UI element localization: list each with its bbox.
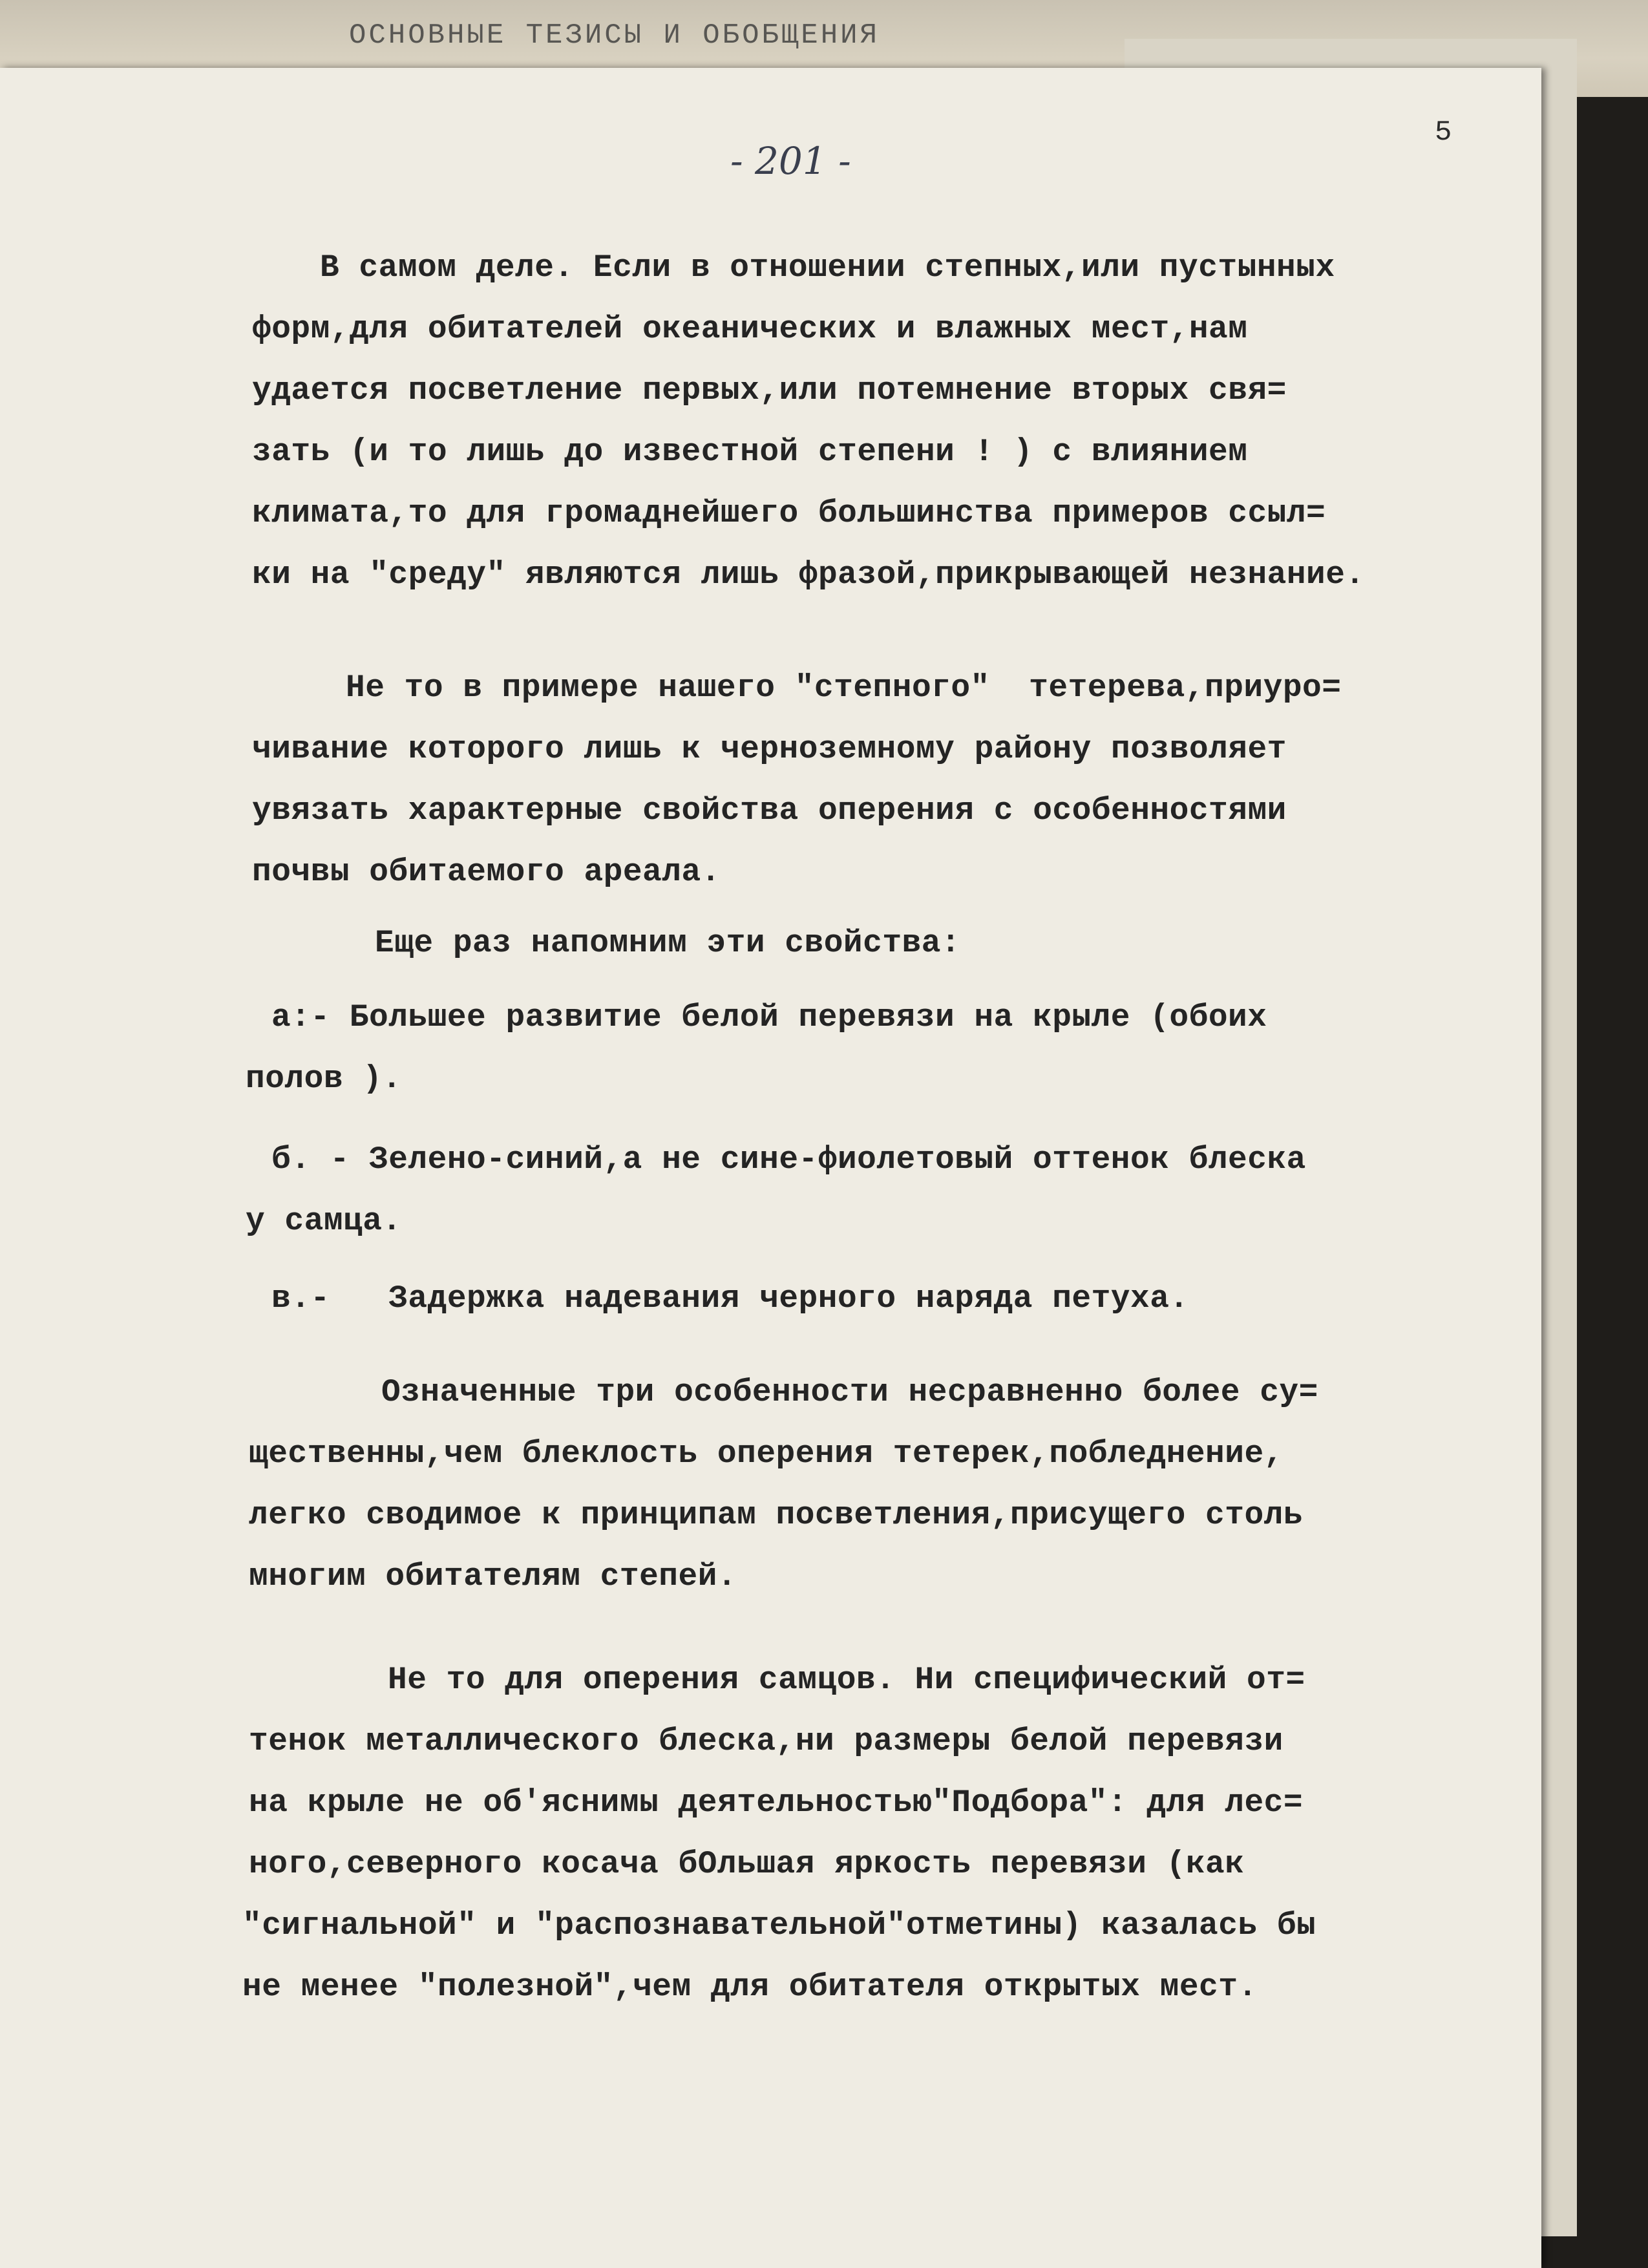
archive-number: - 201 - bbox=[730, 139, 851, 183]
text-line: чивание которого лишь к черноземному району позволяет bbox=[252, 731, 1287, 767]
text-line: у самца. bbox=[246, 1203, 402, 1239]
folder-label: ОСНОВНЫЕ ТЕЗИСЫ И ОБОБЩЕНИЯ bbox=[349, 19, 880, 52]
text-line: Еще раз напомним эти свойства: bbox=[375, 925, 961, 961]
text-line: "сигнальной" и "распознавательной"отметины) казалась бы bbox=[242, 1907, 1316, 1944]
list-item-a: а:- Большее развитие белой перевязи на крыле (обоих bbox=[271, 999, 1267, 1035]
typed-page bbox=[0, 68, 1541, 2268]
text-line: на крыле не об'яснимы деятельностью"Подбора": для лес= bbox=[249, 1785, 1304, 1821]
text-line: климата,то для громаднейшего большинства примеров ссыл= bbox=[252, 495, 1326, 531]
page-number: 5 bbox=[1435, 116, 1452, 149]
text-line: Означенные три особенности несравненно более су= bbox=[381, 1374, 1318, 1410]
text-line: удается посветление первых,или потемнение вторых свя= bbox=[252, 372, 1287, 408]
text-line: ки на "среду" являются лишь фразой,прикрывающей незнание. bbox=[252, 556, 1365, 593]
text-line: многим обитателям степей. bbox=[249, 1558, 737, 1595]
text-line: щественны,чем блеклость оперения тетерек,побледнение, bbox=[249, 1436, 1284, 1472]
text-line: Не то в примере нашего "степного" тетерева,приуро= bbox=[346, 670, 1342, 706]
list-item-v: в.- Задержка надевания черного наряда петуха. bbox=[271, 1280, 1189, 1317]
text-line: не менее "полезной",чем для обитателя открытых мест. bbox=[242, 1969, 1258, 2005]
text-line: увязать характерные свойства оперения с особенностями bbox=[252, 792, 1287, 829]
list-item-b: б. - Зелено-синий,а не сине-фиолетовый оттенок блеска bbox=[271, 1141, 1306, 1178]
text-line: полов ). bbox=[246, 1061, 402, 1097]
text-line: легко сводимое к принципам посветления,присущего столь bbox=[249, 1497, 1304, 1533]
text-line: В самом деле. Если в отношении степных,или пустынных bbox=[320, 249, 1335, 286]
text-line: Не то для оперения самцов. Ни специфический от= bbox=[388, 1662, 1305, 1698]
text-line: форм,для обитателей океанических и влажных мест,нам bbox=[252, 311, 1248, 347]
text-line: тенок металлического блеска,ни размеры белой перевязи bbox=[249, 1723, 1284, 1759]
text-line: ного,северного косача бОльшая яркость перевязи (как bbox=[249, 1846, 1245, 1882]
text-line: почвы обитаемого ареала. bbox=[252, 854, 721, 890]
text-line: зать (и то лишь до известной степени ! ) с влиянием bbox=[252, 434, 1248, 470]
